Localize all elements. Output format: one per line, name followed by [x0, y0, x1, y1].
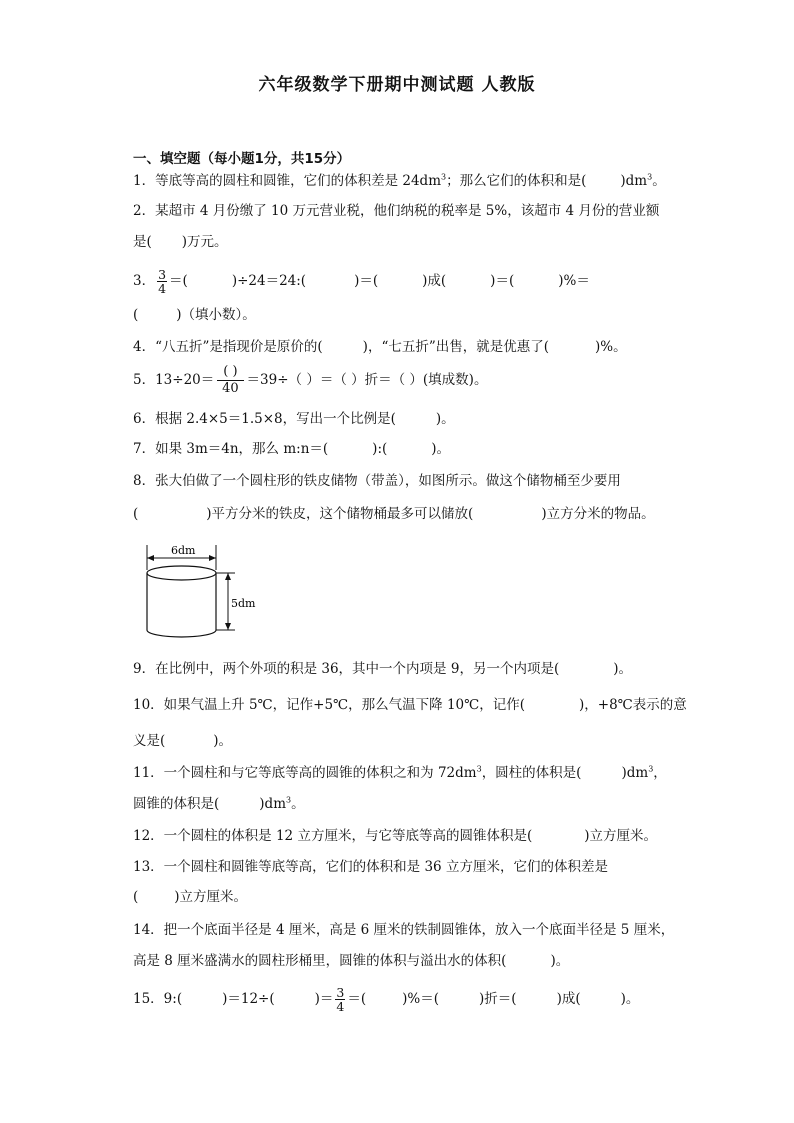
question-10-line-2: 义是( )。: [133, 733, 233, 749]
question-1: 1．等底等高的圆柱和圆锥，它们的体积差是 $24dm^3$；那么它们的体积和是( )$dm^3$。: [133, 172, 666, 189]
question-2-line-1: 2．某超市 4 月份缴了 10 万元营业税，他们纳税的税率是 5%，该超市 4 月份的营业额: [133, 203, 660, 219]
fraction-3-4: $\frac{3}{4}$: [158, 267, 167, 296]
diameter-label: 6dm: [171, 544, 196, 557]
question-9: 9．在比例中，两个外项的积是 36，其中一个内项是 9，另一个内项是( )。: [133, 661, 632, 677]
cylinder-bottom: [147, 630, 216, 637]
question-12: 12．一个圆柱的体积是 12 立方厘米，与它等底等高的圆锥体积是( )立方厘米。: [133, 828, 657, 844]
cylinder-top: [147, 566, 216, 580]
question-14-line-1: 14．把一个底面半径是 4 厘米，高是 6 厘米的铁制圆锥体，放入一个底面半径是 5 厘米，: [133, 922, 675, 938]
question-13-line-1: 13．一个圆柱和圆锥等底等高，它们的体积和是 36 立方厘米，它们的体积差是: [133, 859, 608, 875]
fraction-blank-40: ( ) 40: [217, 364, 243, 397]
question-11-line-2: 圆锥的体积是( )$dm^3$。: [133, 795, 305, 812]
question-5: 5．13÷20＝ ( ) 40＝39÷（ ）＝（ ）折＝（ ）(填成数)。: [133, 364, 488, 396]
question-4: 4．“八五折”是指现价是原价的( )，“七五折”出售，就是优惠了( )%。: [133, 339, 627, 355]
question-6: 6．根据 2.4×5＝1.5×8，写出一个比例是( )。: [133, 411, 455, 427]
arrowhead-left: [147, 555, 154, 561]
cylinder-figure: [133, 540, 273, 645]
arrowhead-top: [225, 573, 231, 580]
question-2-line-2: 是( )万元。: [133, 234, 228, 250]
arrowhead-right: [209, 555, 216, 561]
arrowhead-bottom: [225, 623, 231, 630]
question-8-line-2: ( )平方分米的铁皮，这个储物桶最多可以储放( )立方分米的物品。: [133, 506, 655, 522]
question-3: 3． $\frac{3}{4}$ ＝( )÷24＝24:( )＝( )成( )＝( )%＝: [133, 267, 590, 296]
fraction-3-4-b: $\frac{3}{4}$: [336, 985, 345, 1014]
question-7: 7．如果 3m＝4n，那么 m:n＝( ):( )。: [133, 441, 451, 457]
question-8-line-1: 8．张大伯做了一个圆柱形的铁皮储物（带盖），如图所示。做这个储物桶至少要用: [133, 473, 621, 489]
page-title: 六年级数学下册期中测试题 人教版: [258, 75, 536, 95]
question-10: 10．如果气温上升 5℃，记作+5℃，那么气温下降 10℃，记作( )，+8℃表示的意: [133, 697, 687, 713]
section-heading: 一、填空题（每小题1分，共15分）: [133, 151, 351, 167]
height-label: 5dm: [231, 597, 256, 610]
question-15: 15．9:( )＝12÷( )＝ $\frac{3}{4}$ ＝( )%＝( )折＝( )成( )。: [133, 985, 640, 1014]
question-14-line-2: 高是 8 厘米盛满水的圆柱形桶里，圆锥的体积与溢出水的体积( )。: [133, 953, 570, 969]
question-11: 11．一个圆柱和与它等底等高的圆锥的体积之和为 $72dm^3$，圆柱的体积是( )$dm^3$，: [133, 764, 667, 781]
question-13-line-2: ( )立方厘米。: [133, 889, 248, 905]
question-3-line-2: ( )（填小数）。: [133, 307, 256, 323]
